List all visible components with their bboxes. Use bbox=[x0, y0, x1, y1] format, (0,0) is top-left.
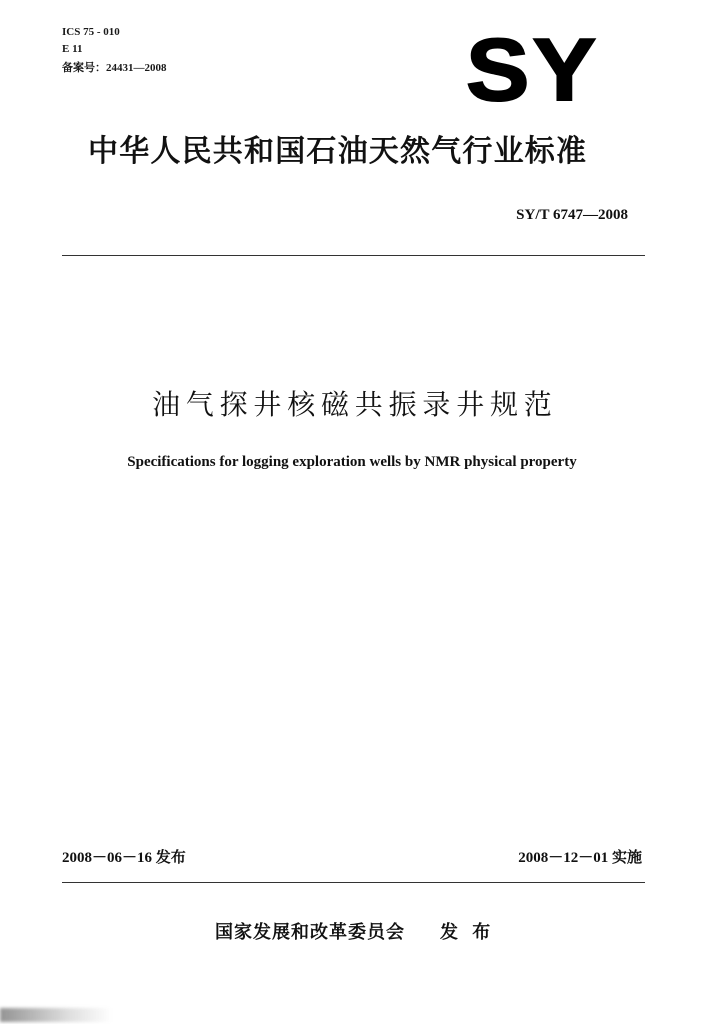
sy-logo: SY bbox=[466, 20, 600, 119]
publish-label: 发 布 bbox=[440, 922, 495, 943]
effective-date: 2008－12－01 实施 bbox=[518, 850, 642, 866]
top-divider bbox=[62, 255, 645, 256]
scan-artifact bbox=[0, 1008, 112, 1022]
organization-title: 中华人民共和国石油天然气行业标准 bbox=[88, 134, 588, 169]
standard-number: SY/T 6747—2008 bbox=[516, 207, 628, 223]
filing-number: 备案号：24431—2008 bbox=[62, 62, 167, 74]
ics-code: ICS 75 - 010 bbox=[62, 26, 120, 38]
bottom-divider bbox=[62, 882, 645, 883]
document-title-chinese: 油气探井核磁共振录井规范 bbox=[152, 388, 558, 421]
ccs-code: E 11 bbox=[62, 43, 83, 55]
issue-date: 2008－06－16 发布 bbox=[62, 850, 186, 866]
document-title-english: Specifications for logging exploration wells by NMR physical property bbox=[127, 454, 577, 470]
publisher-name: 国家发展和改革委员会 bbox=[215, 922, 405, 943]
